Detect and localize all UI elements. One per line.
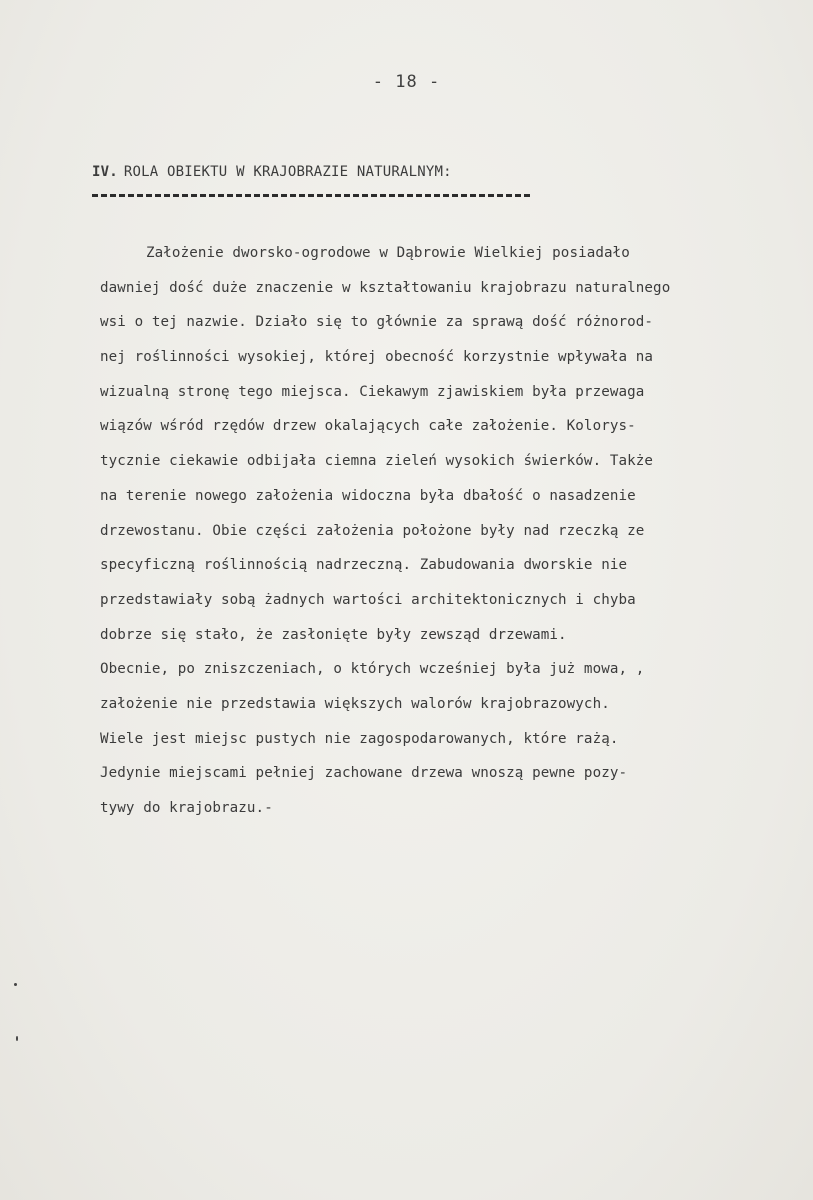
paper-speck [14,983,17,986]
paragraph-line: wsi o tej nazwie. Działo się to głównie za sprawą dość różnorod- [100,314,654,331]
paragraph-line: przedstawiały sobą żadnych wartości architektonicznych i chyba [100,591,636,608]
paragraph-line: założenie nie przedstawia większych walorów krajobrazowych. [100,695,610,712]
paragraph-line: tywy do krajobrazu.- [100,800,273,816]
paragraph-line: Obecnie, po zniszczeniach, o których wcześniej była już mowa, , [100,661,645,678]
heading-underline [92,194,530,197]
paragraph-line: Założenie dworsko-ogrodowe w Dąbrowie Wielkiej posiadało [146,245,630,261]
page-number: - 18 - [372,72,441,92]
paragraph-line: Wiele jest miejsc pustych nie zagospodarowanych, które rażą. [100,730,619,747]
body-paragraph [100,236,800,826]
paragraph-line: dawniej dość duże znaczenie w kształtowaniu krajobrazu naturalnego [100,279,671,296]
paragraph-line: tycznie ciekawie odbijała ciemna zieleń wysokich świerków. Także [100,453,654,470]
section-title: ROLA OBIEKTU W KRAJOBRAZIE NATURALNYM: [123,164,452,180]
paragraph-line: specyficzną roślinnością nadrzeczną. Zabudowania dworskie nie [100,557,628,574]
paper-speck [16,1036,18,1041]
paragraph-line: Jedynie miejscami pełniej zachowane drzewa wnoszą pewne pozy- [100,765,628,782]
paragraph-line: nej roślinności wysokiej, której obecność korzystnie wpływała na [100,349,654,366]
paragraph-line: drzewostanu. Obie części założenia położone były nad rzeczką ze [100,522,645,539]
section-heading [92,164,452,180]
paragraph-line: wizualną stronę tego miejsca. Ciekawym zjawiskiem była przewaga [100,383,645,400]
section-number: IV. [92,164,118,180]
paragraph-line: dobrze się stało, że zasłonięte były zewsząd drzewami. [100,626,567,643]
paragraph-line: wiązów wśród rzędów drzew okalających całe założenie. Kolorys- [100,418,636,435]
paragraph-line: na terenie nowego założenia widoczna była dbałość o nasadzenie [100,487,636,504]
